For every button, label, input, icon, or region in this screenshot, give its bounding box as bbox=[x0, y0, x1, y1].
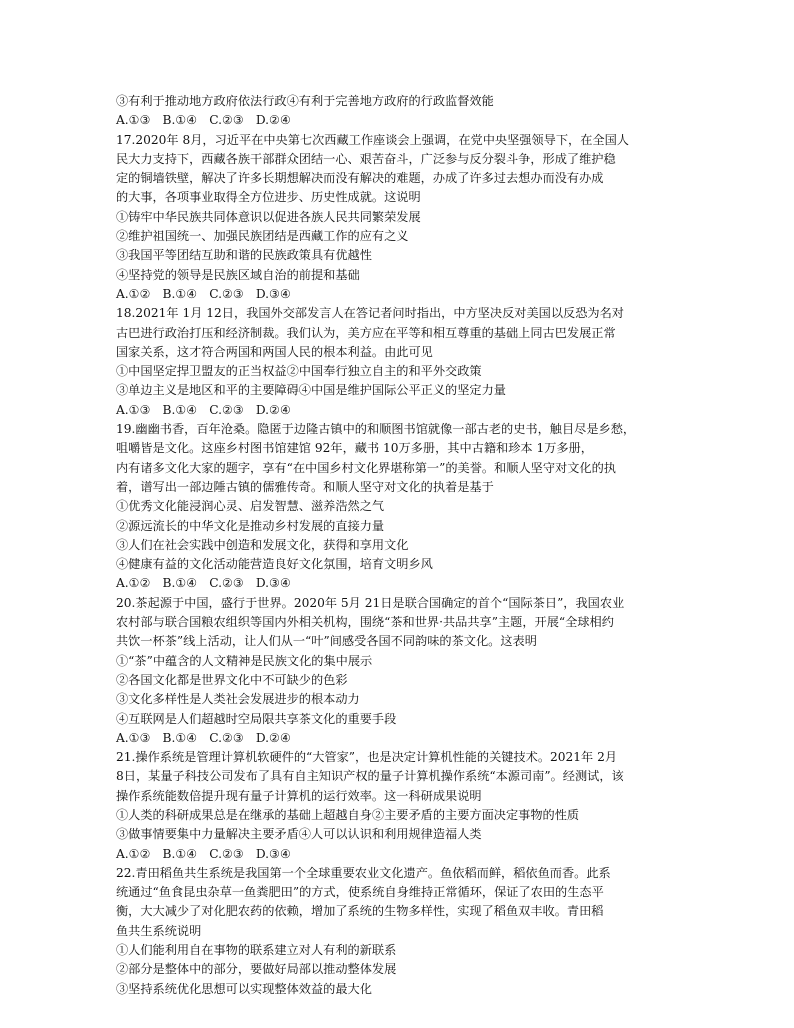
statement-4: ④健康有益的文化活动能营造良好文化氛围，培育文明乡风 bbox=[116, 557, 433, 572]
answer-options-row bbox=[116, 285, 686, 304]
option-a: A.①② bbox=[116, 846, 151, 861]
option-b: B.①④ bbox=[162, 846, 198, 861]
option-a: A.①③ bbox=[116, 113, 151, 128]
statement-3-4: ③单边主义是地区和平的主要障碍④中国是维护国际公平正义的坚定力量 bbox=[116, 383, 506, 398]
statement-2: ②源远流长的中华文化是推动乡村发展的直接力量 bbox=[116, 518, 385, 533]
question-21-stem: 操作系统能数倍提升现有量子计算机的运行效率。这一科研成果说明 bbox=[116, 788, 482, 803]
question-18-stem: 18.2021年 1月 12日，我国外交部发言人在答记者问时指出，中方坚决反对美国以反恐为名对 bbox=[116, 306, 624, 321]
question-17-stem: 17.2020年 8月，习近平在中央第七次西藏工作座谈会上强调，在党中央坚强领导下，在全国人 bbox=[116, 132, 629, 147]
question-21-stem: 8日，某量子科技公司发布了具有自主知识产权的量子计算机操作系统“本源司南”。经测试，该 bbox=[116, 769, 624, 784]
question-20-stem: 农村部与联合国粮农组织等国内外相关机构，围绕“茶和世界·共品共享”主题，开展“全球相约 bbox=[116, 615, 614, 630]
statement-2: ②各国文化都是世界文化中不可缺少的色彩 bbox=[116, 672, 348, 687]
question-22-stem: 衡，大大减少了对化肥农药的依赖，增加了系统的生物多样性，实现了稻鱼双丰收。青田稻 bbox=[116, 904, 604, 919]
question-22-stem: 鱼共生系统说明 bbox=[116, 923, 202, 938]
option-c: C.②③ bbox=[209, 576, 244, 591]
question-17-stem: 民大力支持下，西藏各族干部群众团结一心、艰苦奋斗，广泛参与反分裂斗争，形成了维护稳 bbox=[116, 151, 616, 166]
question-19-stem: 咀嚼皆是文化。这座乡村图书馆建馆 92年，藏书 10万多册，其中古籍和珍本 1万多册， bbox=[116, 441, 593, 456]
statement-3: ③坚持系统优化思想可以实现整体效益的最大化 bbox=[116, 981, 372, 996]
question-17-stem: 定的铜墙铁壁，解决了许多长期想解决而没有解决的难题，办成了许多过去想办而没有办成 bbox=[116, 171, 604, 186]
question-22-stem: 统通过“鱼食昆虫杂草一鱼粪肥田”的方式，使系统自身维持正常循环，保证了农田的生态平 bbox=[116, 885, 604, 900]
statement-1: ①铸牢中华民族共同体意识以促进各族人民共同繁荣发展 bbox=[116, 209, 421, 224]
statement-1-2: ①人类的科研成果总是在继承的基础上超越自身②主要矛盾的主要方面决定事物的性质 bbox=[116, 807, 580, 822]
statement-3: ③文化多样性是人类社会发展进步的根本动力 bbox=[116, 692, 360, 707]
option-c: C.②③ bbox=[209, 846, 244, 861]
statement-1: ①优秀文化能浸润心灵、启发智慧、滋养浩然之气 bbox=[116, 499, 385, 514]
question-22-stem: 22.青田稻鱼共生系统是我国第一个全球重要农业文化遗产。鱼依稻而鲜，稻依鱼而香。此系 bbox=[116, 865, 611, 880]
answer-options-row bbox=[116, 729, 686, 748]
answer-options-row bbox=[116, 111, 686, 130]
option-c: C.②③ bbox=[209, 113, 244, 128]
option-b: B.①④ bbox=[162, 113, 198, 128]
option-a: A.①② bbox=[116, 286, 151, 301]
option-b: B.①④ bbox=[162, 402, 198, 417]
question-19-stem: 内有诸多文化大家的题字，享有“在中国乡村文化界堪称第一”的美誉。和顺人坚守对文化的执 bbox=[116, 460, 616, 475]
exam-page bbox=[116, 92, 686, 999]
answer-options-row bbox=[116, 574, 686, 593]
question-21-stem: 21.操作系统是管理计算机软硬件的“大管家”，也是决定计算机性能的关键技术。2021年 2月 bbox=[116, 750, 618, 765]
option-d: D.②④ bbox=[255, 113, 291, 128]
statement-1-2: ①中国坚定捍卫盟友的正当权益②中国奉行独立自主的和平外交政策 bbox=[116, 364, 482, 379]
option-d: D.②④ bbox=[255, 730, 291, 745]
statement-4: ④互联网是人们超越时空局限共享茶文化的重要手段 bbox=[116, 711, 397, 726]
option-b: B.①④ bbox=[162, 576, 198, 591]
option-b: B.①④ bbox=[162, 286, 198, 301]
question-20-stem: 共饮一杯茶”线上活动，让人们从一“叶”间感受各国不同韵味的茶文化。这表明 bbox=[116, 634, 537, 649]
question-20-stem: 20.茶起源于中国，盛行于世界。2020年 5月 21日是联合国确定的首个“国际茶日”，我国农业 bbox=[116, 595, 625, 610]
answer-options-row bbox=[116, 401, 686, 420]
statement-2: ②维护祖国统一、加强民族团结是西藏工作的应有之义 bbox=[116, 229, 409, 244]
statement-2: ②部分是整体中的部分，要做好局部以推动整体发展 bbox=[116, 962, 397, 977]
question-18-stem: 国家关系，这才符合两国和两国人民的根本利益。由此可见 bbox=[116, 344, 433, 359]
text-line: ③有利于推动地方政府依法行政④有利于完善地方政府的行政监督效能 bbox=[116, 94, 494, 108]
option-b: B.①④ bbox=[162, 730, 198, 745]
option-a: A.①③ bbox=[116, 730, 151, 745]
statement-3-4: ③做事情要集中力量解决主要矛盾④人可以认识和利用规律造福人类 bbox=[116, 827, 482, 842]
option-d: D.③④ bbox=[255, 846, 291, 861]
option-c: C.②③ bbox=[209, 730, 244, 745]
statement-3: ③人们在社会实践中创造和发展文化，获得和享用文化 bbox=[116, 537, 409, 552]
statement-4: ④坚持党的领导是民族区域自治的前提和基础 bbox=[116, 267, 360, 282]
option-d: D.③④ bbox=[255, 576, 291, 591]
option-c: C.②③ bbox=[209, 402, 244, 417]
statement-1: ①“茶”中蕴含的人文精神是民族文化的集中展示 bbox=[116, 653, 373, 668]
question-19-stem: 着，谱写出一部边陲古镇的儒雅传奇。和顺人坚守对文化的执着是基于 bbox=[116, 479, 494, 494]
option-a: A.①③ bbox=[116, 402, 151, 417]
option-c: C.②③ bbox=[209, 286, 244, 301]
statement-1: ①人们能利用自在事物的联系建立对人有利的新联系 bbox=[116, 943, 397, 958]
question-19-stem: 19.幽幽书香，百年沧桑。隐匿于边隆古镇中的和顺图书馆就像一部古老的史书，触目尽是乡愁， bbox=[116, 422, 636, 437]
question-17-stem: 的大事，各项事业取得全方位进步、历史性成就。这说明 bbox=[116, 190, 421, 205]
question-18-stem: 古巴进行政治打压和经济制裁。我们认为，美方应在平等和相互尊重的基础上同古巴发展正常 bbox=[116, 325, 616, 340]
answer-options-row bbox=[116, 845, 686, 864]
option-d: D.③④ bbox=[255, 286, 291, 301]
statement-3: ③我国平等团结互助和谐的民族政策具有优越性 bbox=[116, 248, 372, 263]
option-a: A.①② bbox=[116, 576, 151, 591]
option-d: D.②④ bbox=[255, 402, 291, 417]
